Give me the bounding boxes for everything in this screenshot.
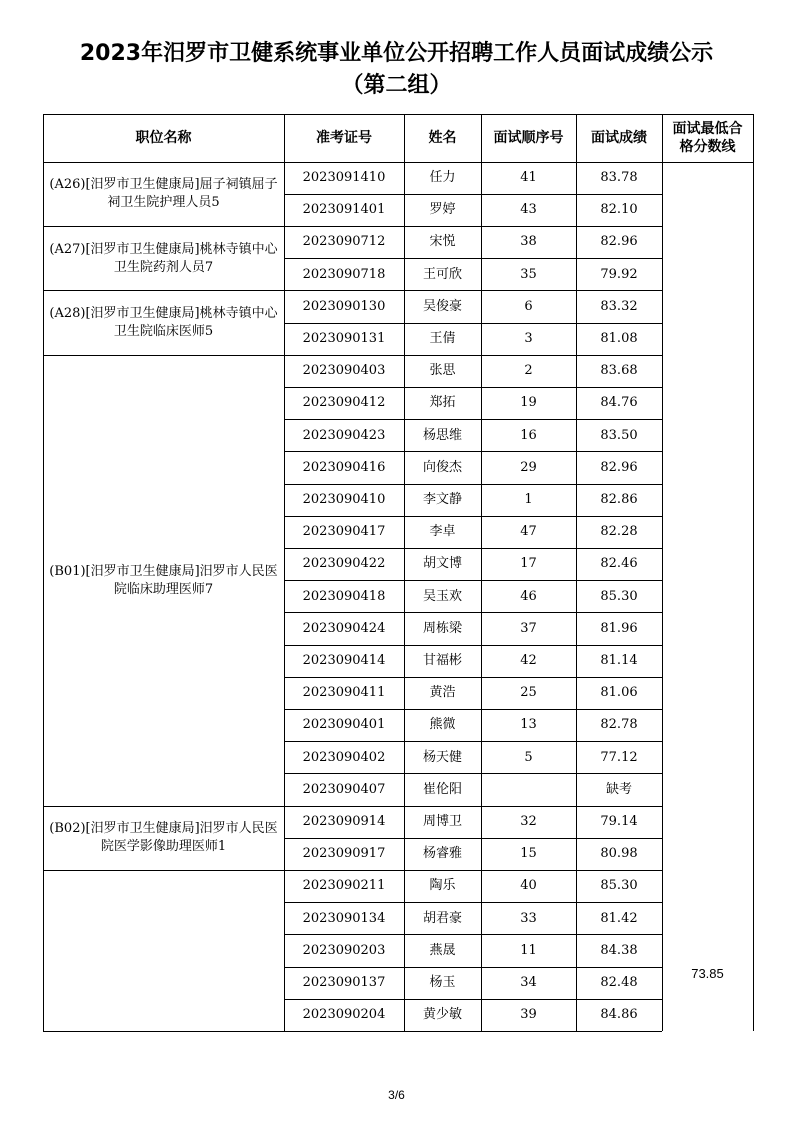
score-cell: 84.76 xyxy=(600,395,638,411)
name-cell: 李文静 xyxy=(422,492,462,508)
order-cell: 33 xyxy=(520,910,537,926)
name-cell: 胡文博 xyxy=(422,556,462,572)
score-cell: 82.96 xyxy=(600,234,638,250)
exam-no-cell: 2023090417 xyxy=(302,524,386,540)
exam-no-cell: 2023090134 xyxy=(302,910,386,926)
score-cell: 82.86 xyxy=(600,492,638,508)
order-cell: 39 xyxy=(520,1007,537,1023)
exam-no-cell: 2023090412 xyxy=(302,395,386,411)
score-cell: 82.10 xyxy=(600,202,638,218)
score-cell: 83.78 xyxy=(600,170,638,186)
table-rule xyxy=(43,1031,284,1032)
name-cell: 周栋梁 xyxy=(422,620,462,636)
position-cell: (B01)[汨罗市卫生健康局]汨罗市人民医院临床助理医师7 xyxy=(49,563,278,597)
score-cell: 83.32 xyxy=(600,298,638,314)
score-cell: 82.28 xyxy=(600,524,638,540)
name-cell: 黄少敏 xyxy=(422,1007,462,1023)
table-rule xyxy=(404,114,405,162)
order-cell: 2 xyxy=(524,363,533,379)
score-cell: 84.38 xyxy=(600,942,638,958)
header-exam-no: 准考证号 xyxy=(316,130,372,146)
score-cell: 82.48 xyxy=(600,975,638,991)
header-min-score: 面试最低合格分数线 xyxy=(672,121,743,155)
name-cell: 杨睿雅 xyxy=(422,846,462,862)
name-cell: 吴俊豪 xyxy=(422,298,462,314)
header-score: 面试成绩 xyxy=(591,130,647,146)
score-cell: 81.08 xyxy=(600,331,638,347)
exam-no-cell: 2023090422 xyxy=(302,556,386,572)
exam-no-cell: 2023090211 xyxy=(302,878,386,894)
table-rule xyxy=(284,114,285,162)
table-rule xyxy=(481,162,482,1031)
order-cell: 46 xyxy=(520,588,537,604)
position-cell: (A26)[汨罗市卫生健康局]屈子祠镇屈子祠卫生院护理人员5 xyxy=(49,177,278,211)
score-cell: 81.06 xyxy=(600,685,638,701)
exam-no-cell: 2023091401 xyxy=(302,202,386,218)
name-cell: 黄浩 xyxy=(429,685,456,701)
exam-no-cell: 2023090718 xyxy=(302,266,386,282)
score-cell: 85.30 xyxy=(600,878,638,894)
table-rule xyxy=(576,114,577,162)
table-rule xyxy=(284,1031,662,1032)
order-cell: 17 xyxy=(520,556,537,572)
name-cell: 王倩 xyxy=(429,331,456,347)
order-cell: 19 xyxy=(520,395,537,411)
header-position: 职位名称 xyxy=(135,130,192,146)
exam-no-cell: 2023090402 xyxy=(302,749,386,765)
position-cell: (A28)[汨罗市卫生健康局]桃林寺镇中心卫生院临床医师5 xyxy=(49,305,278,339)
position-cell xyxy=(43,870,284,1031)
exam-no-cell: 2023090204 xyxy=(302,1007,386,1023)
order-cell: 1 xyxy=(524,492,533,508)
order-cell: 29 xyxy=(520,459,537,475)
score-cell: 81.42 xyxy=(600,910,638,926)
order-cell: 3 xyxy=(524,331,533,347)
order-cell: 6 xyxy=(524,298,533,314)
exam-no-cell: 2023090203 xyxy=(302,942,386,958)
header-order: 面试顺序号 xyxy=(493,130,564,146)
score-cell: 85.30 xyxy=(600,588,638,604)
exam-no-cell: 2023090424 xyxy=(302,620,386,636)
order-cell: 43 xyxy=(520,202,537,218)
name-cell: 宋悦 xyxy=(429,234,456,250)
table-rule xyxy=(43,114,44,162)
name-cell: 陶乐 xyxy=(429,878,456,894)
exam-no-cell: 2023090418 xyxy=(302,588,386,604)
exam-no-cell: 2023090407 xyxy=(302,781,386,797)
order-cell: 5 xyxy=(524,749,533,765)
header-name: 姓名 xyxy=(428,130,457,146)
table-rule xyxy=(284,162,285,1031)
name-cell: 郑拓 xyxy=(429,395,456,411)
name-cell: 任力 xyxy=(429,170,456,186)
page-title: 2023年汨罗市卫健系统事业单位公开招聘工作人员面试成绩公示 xyxy=(79,41,714,66)
exam-no-cell: 2023090414 xyxy=(302,653,386,669)
table-rule xyxy=(404,162,405,1031)
position-cell: (A27)[汨罗市卫生健康局]桃林寺镇中心卫生院药剂人员7 xyxy=(49,241,278,275)
table-rule xyxy=(576,162,577,1031)
score-cell: 79.14 xyxy=(600,814,638,830)
name-cell: 吴玉欢 xyxy=(422,588,462,604)
name-cell: 崔伦阳 xyxy=(422,781,462,797)
name-cell: 罗婷 xyxy=(429,202,456,218)
score-cell: 82.46 xyxy=(600,556,638,572)
exam-no-cell: 2023090137 xyxy=(302,975,386,991)
exam-no-cell: 2023091410 xyxy=(302,170,386,186)
order-cell: 32 xyxy=(520,814,537,830)
name-cell: 甘福彬 xyxy=(422,653,462,669)
score-cell: 77.12 xyxy=(600,749,638,765)
order-cell: 41 xyxy=(520,170,537,186)
order-cell: 42 xyxy=(520,653,537,669)
order-cell: 38 xyxy=(520,234,537,250)
order-cell: 13 xyxy=(520,717,537,733)
score-cell: 82.96 xyxy=(600,459,638,475)
exam-no-cell: 2023090917 xyxy=(302,846,386,862)
min-score-cell: 73.85 xyxy=(691,966,724,982)
name-cell: 李卓 xyxy=(429,524,456,540)
name-cell: 燕晟 xyxy=(429,942,456,958)
order-cell: 40 xyxy=(520,878,537,894)
score-cell: 81.14 xyxy=(600,653,638,669)
table-rule xyxy=(43,162,44,1031)
order-cell: 37 xyxy=(520,620,537,636)
exam-no-cell: 2023090131 xyxy=(302,331,386,347)
order-cell: 47 xyxy=(520,524,537,540)
name-cell: 王可欣 xyxy=(422,266,462,282)
name-cell: 杨天健 xyxy=(422,749,462,765)
score-cell: 83.68 xyxy=(600,363,638,379)
order-cell: 35 xyxy=(520,266,537,282)
table-rule xyxy=(43,114,753,115)
order-cell: 25 xyxy=(520,685,537,701)
order-cell: 11 xyxy=(520,942,537,958)
exam-no-cell: 2023090401 xyxy=(302,717,386,733)
exam-no-cell: 2023090423 xyxy=(302,427,386,443)
exam-no-cell: 2023090411 xyxy=(302,685,386,701)
table-rule xyxy=(753,114,754,162)
name-cell: 周博卫 xyxy=(422,814,462,830)
page-subtitle: （第二组） xyxy=(341,73,452,98)
exam-no-cell: 2023090712 xyxy=(302,234,386,250)
name-cell: 向俊杰 xyxy=(422,459,462,475)
score-cell: 81.96 xyxy=(600,620,638,636)
order-cell xyxy=(481,774,576,806)
exam-no-cell: 2023090130 xyxy=(302,298,386,314)
order-cell: 16 xyxy=(520,427,537,443)
score-cell: 82.78 xyxy=(600,717,638,733)
exam-no-cell: 2023090410 xyxy=(302,492,386,508)
score-cell: 缺考 xyxy=(605,781,632,797)
page-number: 3/6 xyxy=(388,1088,405,1102)
exam-no-cell: 2023090914 xyxy=(302,814,386,830)
name-cell: 杨玉 xyxy=(429,975,456,991)
position-cell: (B02)[汨罗市卫生健康局]汨罗市人民医院医学影像助理医师1 xyxy=(49,821,278,855)
exam-no-cell: 2023090416 xyxy=(302,459,386,475)
name-cell: 熊微 xyxy=(429,717,456,733)
score-cell: 83.50 xyxy=(600,427,638,443)
table-rule xyxy=(662,114,663,162)
name-cell: 杨思维 xyxy=(422,427,462,443)
exam-no-cell: 2023090403 xyxy=(302,363,386,379)
order-cell: 15 xyxy=(520,846,537,862)
order-cell: 34 xyxy=(520,975,537,991)
table-rule xyxy=(481,114,482,162)
score-cell: 84.86 xyxy=(600,1007,638,1023)
name-cell: 张思 xyxy=(429,363,456,379)
score-cell: 80.98 xyxy=(600,846,638,862)
score-cell: 79.92 xyxy=(600,266,638,282)
name-cell: 胡君豪 xyxy=(422,910,462,926)
